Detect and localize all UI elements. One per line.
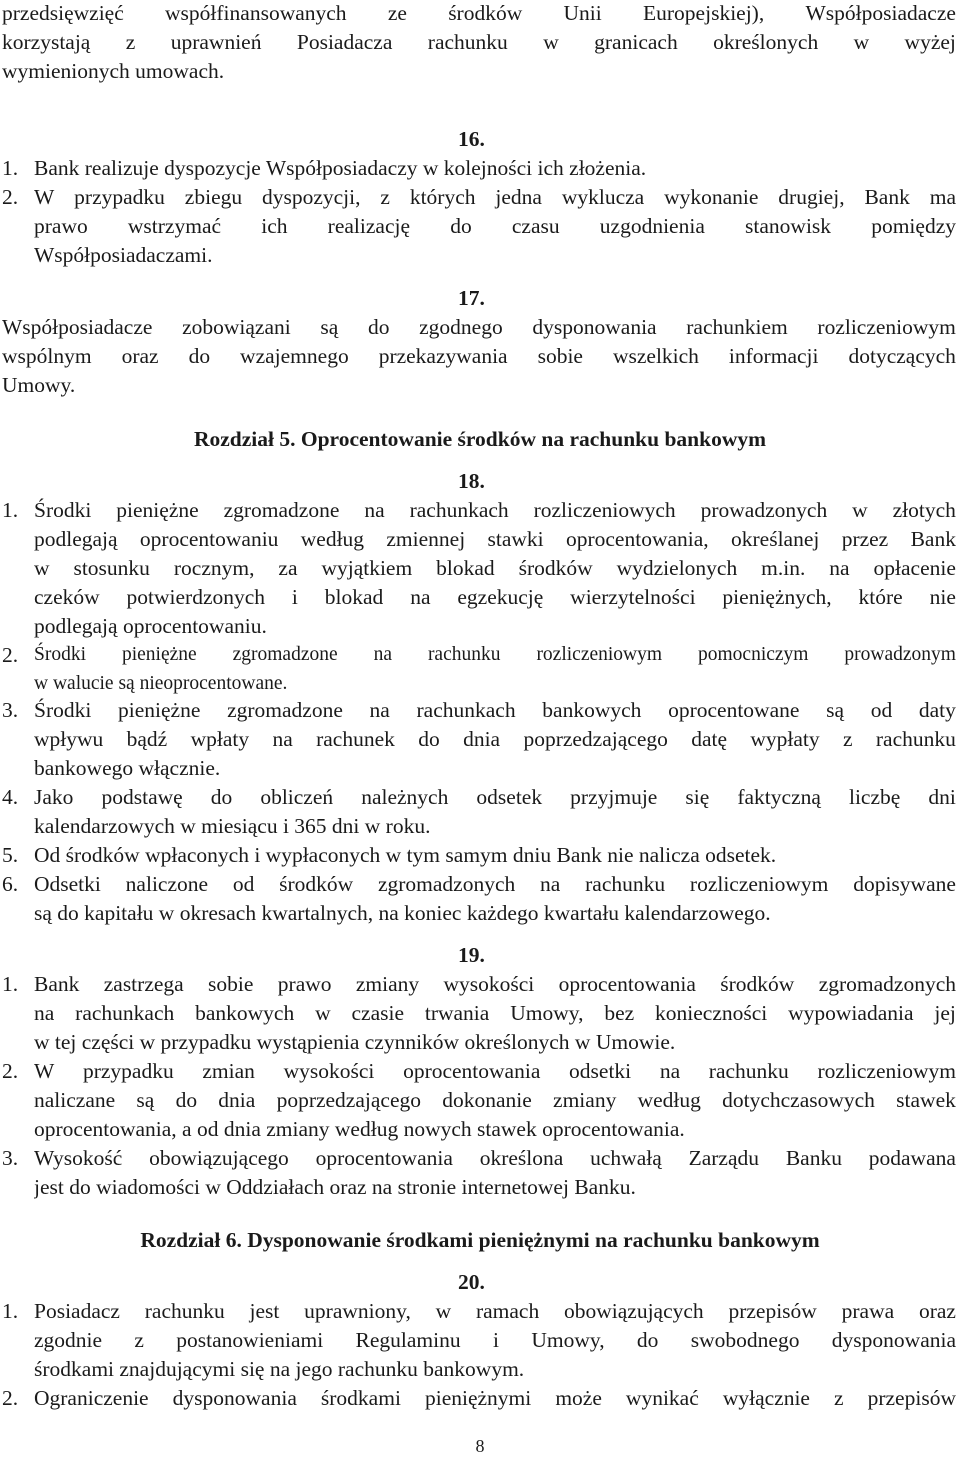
word: Odsetki [34, 872, 101, 896]
word: opłacenie [873, 556, 956, 580]
word: Banku [785, 1146, 842, 1170]
word: Środki [34, 644, 87, 665]
word: rocznym, [173, 556, 255, 580]
word: wyklucza [561, 185, 645, 209]
word: dokonanie [442, 1088, 532, 1112]
word: uzgodnienia [599, 214, 705, 238]
word: przedsięwzięć [2, 1, 124, 25]
word: drugiej, [778, 185, 845, 209]
word: ramach [475, 1299, 540, 1323]
word: rozliczeniowym [817, 1059, 956, 1083]
section-17-line: Umowy. [2, 373, 76, 397]
word: faktyczną [737, 785, 821, 809]
word: Posiadacza [296, 30, 393, 54]
word: poprzedzającego [523, 727, 668, 751]
word: odsetek [476, 785, 543, 809]
word: oprocentowane [668, 698, 800, 722]
item-text: środkami znajdującymi się na jego rachunku bankowym. [34, 1357, 525, 1381]
word: liczbę [848, 785, 901, 809]
word: dysponowania [831, 1328, 956, 1352]
word: w [435, 1299, 452, 1323]
item-text [34, 184, 956, 210]
word: naliczane [34, 1088, 116, 1112]
word: dopisywane [853, 872, 956, 896]
section-17-line [2, 343, 956, 369]
word: obowiązującego [149, 1146, 289, 1170]
item-text [34, 584, 956, 610]
word: rachunku [585, 872, 666, 896]
word: wysokości [443, 972, 535, 996]
word: podawana [868, 1146, 956, 1170]
item-text: Współposiadaczami. [34, 243, 213, 267]
word: przez [841, 527, 889, 551]
item-text: Bank realizuje dyspozycje Współposiadaczy w kolejności ich złożenia. [34, 156, 647, 180]
word: potwierdzonych [126, 585, 266, 609]
word: wyłącznie [722, 1386, 810, 1410]
word: Środki [34, 698, 92, 722]
word: Zarządu [688, 1146, 759, 1170]
word: prowadzonym [844, 644, 956, 665]
section-16-heading: 16. [458, 127, 485, 151]
word: których [409, 185, 476, 209]
word: złotych [892, 498, 956, 522]
word: do [188, 344, 211, 368]
item-number: 1. [2, 1299, 19, 1323]
word: wysokości [283, 1059, 375, 1083]
word: pomocniczym [698, 644, 809, 665]
item-text: kalendarzowych w miesiącu i 365 dni w roku. [34, 814, 431, 838]
word: podlegają [34, 527, 118, 551]
word: pieniężne [121, 644, 197, 665]
word: pieniężnymi [424, 1386, 532, 1410]
word: środków [720, 972, 795, 996]
word: rachunkach [409, 498, 509, 522]
word: są [320, 315, 339, 339]
word: dysponowania [532, 315, 657, 339]
item-text [34, 213, 956, 239]
word: może [555, 1386, 602, 1410]
word: są [136, 1088, 155, 1112]
word: według [637, 1088, 701, 1112]
word: za [278, 556, 298, 580]
word: blokad [324, 585, 384, 609]
word: jest [249, 1299, 280, 1323]
section-18-heading: 18. [458, 469, 485, 493]
word: określanej [731, 527, 820, 551]
word: się [685, 785, 710, 809]
item-number: 5. [2, 843, 19, 867]
word: W [34, 1059, 55, 1083]
word: przekazywania [378, 344, 508, 368]
item-number: 1. [2, 972, 19, 996]
word: Unii [563, 1, 602, 25]
word: określona [479, 1146, 564, 1170]
item-text [34, 497, 956, 523]
word: do [175, 1088, 198, 1112]
word: zgromadzonych [377, 872, 516, 896]
item-text [34, 1087, 956, 1113]
word: do [367, 315, 390, 339]
word: jej [934, 1001, 956, 1025]
item-text [34, 1058, 956, 1084]
word: dnia [218, 1088, 256, 1112]
word: obliczeń [260, 785, 334, 809]
word: zmiany [355, 972, 420, 996]
word: z [843, 727, 853, 751]
word: Umowy, [510, 1001, 584, 1025]
word: do [210, 785, 233, 809]
word: przepisów [867, 1386, 956, 1410]
word: oraz [121, 344, 159, 368]
word: datę [691, 727, 728, 751]
item-number: 3. [2, 1146, 19, 1170]
item-number: 3. [2, 698, 19, 722]
word: stawek [896, 1088, 956, 1112]
word: prawo [34, 214, 88, 238]
word: Regulaminu [355, 1328, 461, 1352]
item-text: oprocentowania, a od dnia zmiany według nowych stawek oprocentowania. [34, 1117, 685, 1141]
word: zgromadzone [227, 698, 343, 722]
word: zgromadzone [232, 644, 338, 665]
word: dni [928, 785, 956, 809]
item-text [34, 784, 956, 810]
word: które [858, 585, 903, 609]
word: z [380, 185, 390, 209]
word: blokad [436, 556, 495, 580]
word: określonych [713, 30, 819, 54]
word: od [870, 698, 893, 722]
word: rachunkach [416, 698, 516, 722]
word: Posiadacz [34, 1299, 120, 1323]
word: oprocentowania [403, 1059, 541, 1083]
word: wspólnym [2, 344, 92, 368]
word: dysponowania [172, 1386, 297, 1410]
word: rachunku [427, 30, 508, 54]
word: z [134, 1328, 144, 1352]
word: zmiany [553, 1088, 617, 1112]
word: podstawę [101, 785, 183, 809]
word: współfinansowanych [165, 1, 347, 25]
word: dotychczasowych [722, 1088, 875, 1112]
word: czasie [351, 1001, 404, 1025]
word: Bank [34, 972, 80, 996]
word: poprzedzającego [276, 1088, 421, 1112]
word: stosunku [73, 556, 150, 580]
item-text: są do kapitału w okresach kwartalnych, na koniec każdego kwartału kalendarzowego. [34, 901, 771, 925]
word: Współposiadacze [805, 1, 956, 25]
word: swobodnego [690, 1328, 800, 1352]
word: środkami [320, 1386, 401, 1410]
word: rozliczeniowym [689, 872, 829, 896]
item-text: jest do wiadomości w Oddziałach oraz na stronie internetowej Banku. [34, 1175, 636, 1199]
word: w [34, 556, 50, 580]
word: Umowy, [531, 1328, 605, 1352]
item-number: 2. [2, 1386, 19, 1410]
word: trwania [424, 1001, 490, 1025]
word: na [34, 1001, 55, 1025]
word: egzekucję [457, 585, 544, 609]
word: wypowiadania [788, 1001, 914, 1025]
section-19-heading: 19. [458, 943, 485, 967]
section-17-line [2, 314, 956, 340]
word: na [410, 585, 431, 609]
word: granicach [594, 30, 678, 54]
word: postanowieniami [176, 1328, 324, 1352]
word: uchwałą [590, 1146, 662, 1170]
word: ma [929, 185, 956, 209]
item-text: bankowego włącznie. [34, 756, 221, 780]
word: wpływu [34, 727, 104, 751]
word: bankowych [195, 1001, 295, 1025]
item-number: 1. [2, 498, 19, 522]
word: zbiegu [184, 185, 243, 209]
word: daty [918, 698, 956, 722]
word: konieczności [655, 1001, 768, 1025]
word: obowiązujących [564, 1299, 704, 1323]
word: wypłaty [750, 727, 820, 751]
word: środków [518, 556, 593, 580]
item-text [34, 1145, 956, 1171]
word: prawo [277, 972, 332, 996]
word: Europejskiej), [643, 1, 765, 25]
word: oprocentowania [558, 972, 696, 996]
word: i [492, 1328, 499, 1352]
word: Bank [864, 185, 910, 209]
word: rachunku [144, 1299, 225, 1323]
word: rachunku [427, 644, 501, 665]
word: na [659, 1059, 681, 1083]
word: pomiędzy [871, 214, 956, 238]
word: rozliczeniowym [536, 644, 663, 665]
word: Współposiadacze [2, 315, 153, 339]
item-text [34, 555, 956, 581]
word: wzajemnego [240, 344, 349, 368]
word: oprocentowania, [565, 527, 709, 551]
word: zgodnie [34, 1328, 103, 1352]
item-text [34, 526, 956, 552]
item-text: w tej części w przypadku wystąpienia czynników określonych w Umowie. [34, 1030, 676, 1054]
word: z [834, 1386, 844, 1410]
section-20-heading: 20. [458, 1270, 485, 1294]
item-text: w walucie są nieoprocentowane. [34, 673, 288, 694]
word: zmiennej [386, 527, 466, 551]
word: ich [261, 214, 288, 238]
word: przypadku [74, 185, 165, 209]
word: wyżej [904, 30, 956, 54]
word: w [543, 30, 559, 54]
item-text [34, 697, 956, 723]
word: Środki [34, 498, 92, 522]
item-number: 2. [2, 643, 19, 667]
item-text [34, 871, 956, 897]
word: według [300, 527, 365, 551]
word: do [636, 1328, 659, 1352]
word: rachunkiem [686, 315, 788, 339]
word: bez [604, 1001, 635, 1025]
word: Jako [34, 785, 74, 809]
word: w [853, 30, 870, 54]
word: pieniężne [118, 698, 201, 722]
word: wierzytelności [570, 585, 696, 609]
word: sobie [208, 972, 254, 996]
word: wydzielonych [616, 556, 738, 580]
word: prawa [841, 1299, 895, 1323]
word: oprocentowania [315, 1146, 453, 1170]
word: przyjmuje [570, 785, 658, 809]
item-text: Od środków wpłaconych i wypłaconych w tym samym dniu Bank nie nalicza odsetek. [34, 843, 777, 867]
word: ze [387, 1, 407, 25]
item-number: 1. [2, 156, 19, 180]
word: środków [448, 1, 523, 25]
word: informacji [728, 344, 819, 368]
word: na [364, 498, 385, 522]
word: rachunku [708, 1059, 789, 1083]
item-text [34, 971, 956, 997]
word: realizację [327, 214, 411, 238]
page-number: 8 [475, 1436, 485, 1456]
word: uprawniony, [304, 1299, 411, 1323]
word: rachunkach [75, 1001, 175, 1025]
item-text [34, 1298, 956, 1324]
word: Ograniczenie [34, 1386, 149, 1410]
intro-line [2, 0, 956, 26]
word: na [829, 556, 850, 580]
word: stanowisk [745, 214, 832, 238]
word: do [418, 727, 440, 751]
word: Bank [910, 527, 956, 551]
word: rozliczeniowych [533, 498, 676, 522]
word: oraz [918, 1299, 956, 1323]
word: wyjątkiem [321, 556, 413, 580]
word: na [369, 698, 390, 722]
word: prowadzonych [700, 498, 828, 522]
chapter-6-title: Rozdział 6. Dysponowanie środkami pieniężnymi na rachunku bankowym [140, 1228, 820, 1252]
item-number: 2. [2, 185, 19, 209]
item-text: podlegają oprocentowaniu. [34, 614, 267, 638]
word: uprawnień [170, 30, 262, 54]
item-number: 4. [2, 785, 19, 809]
word: pieniężnych, [722, 585, 832, 609]
word: wstrzymać [127, 214, 222, 238]
word: od [232, 872, 255, 896]
word: wykonanie [664, 185, 759, 209]
word: czeków [34, 585, 100, 609]
word: środków [279, 872, 354, 896]
word: zastrzega [103, 972, 184, 996]
word: na [272, 727, 293, 751]
word: naliczone [125, 872, 209, 896]
word: przepisów [728, 1299, 817, 1323]
word: zgromadzone [223, 498, 340, 522]
word: nie [929, 585, 956, 609]
item-text [34, 642, 956, 668]
word: rozliczeniowym [817, 315, 956, 339]
word: korzystają [2, 30, 91, 54]
word: wszelkich [612, 344, 699, 368]
word: wpłaty [190, 727, 250, 751]
word: i [291, 585, 298, 609]
word: dyspozycji, [261, 185, 361, 209]
word: bądź [126, 727, 168, 751]
word: na [540, 872, 561, 896]
word: na [373, 644, 392, 665]
item-text [34, 1327, 956, 1353]
word: jedna [495, 185, 542, 209]
word: stawki [487, 527, 544, 551]
item-number: 6. [2, 872, 19, 896]
item-text [34, 1000, 956, 1026]
item-text [34, 726, 956, 752]
word: sobie [537, 344, 583, 368]
word: do [450, 214, 472, 238]
word: wynikać [625, 1386, 699, 1410]
word: Wysokość [34, 1146, 123, 1170]
word: pieniężne [116, 498, 199, 522]
item-number: 2. [2, 1059, 19, 1083]
word: zobowiązani [182, 315, 291, 339]
chapter-5-title: Rozdział 5. Oprocentowanie środków na rachunku bankowym [193, 427, 767, 451]
word: są [826, 698, 845, 722]
item-text [34, 1385, 956, 1411]
word: zmian [202, 1059, 255, 1083]
word: czasu [511, 214, 560, 238]
word: w [852, 498, 868, 522]
word: dotyczących [848, 344, 956, 368]
word: odsetki [569, 1059, 632, 1083]
section-17-heading: 17. [458, 286, 485, 310]
word: w [315, 1001, 331, 1025]
word: rachunek [316, 727, 395, 751]
word: zgodnego [419, 315, 503, 339]
intro-line [2, 29, 956, 55]
word: przypadku [82, 1059, 174, 1083]
word: oprocentowaniu [139, 527, 279, 551]
word: bankowych [542, 698, 642, 722]
word: zgromadzonych [818, 972, 956, 996]
intro-line: wymienionych umowach. [2, 59, 225, 83]
word: z [125, 30, 136, 54]
word: m.in. [761, 556, 806, 580]
word: dnia [463, 727, 501, 751]
word: W [34, 185, 55, 209]
word: należnych [361, 785, 449, 809]
word: rachunku [875, 727, 956, 751]
